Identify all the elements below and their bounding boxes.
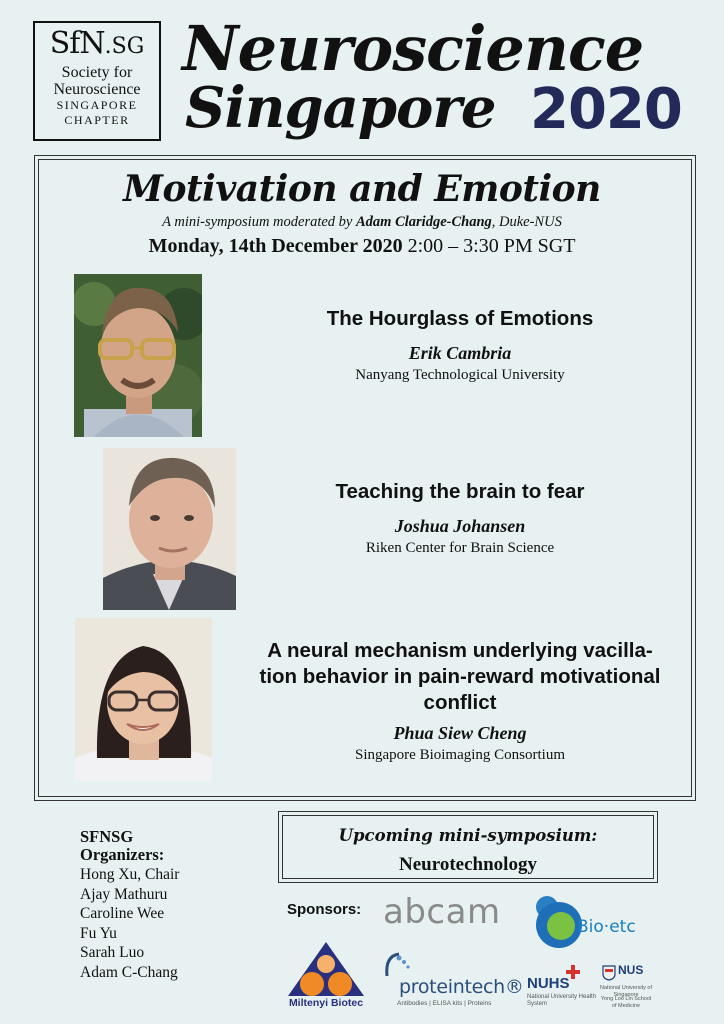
organizer-name: Sarah Luo xyxy=(80,944,145,961)
organizer-name: Ajay Mathuru xyxy=(80,885,168,903)
nus-school-subtitle: Yong Loo Lin School of Medicine xyxy=(600,996,652,1009)
event-subtitle: A mini-symposium moderated by Adam Claridge-Chang, Duke-NUS xyxy=(162,214,562,230)
organizer-name: Caroline Wee xyxy=(80,905,165,922)
sponsors-label: Sponsors: xyxy=(287,901,362,918)
speaker-photo-phua-siew-cheng xyxy=(75,618,212,781)
nus-subtitle: National University of Singapore xyxy=(600,985,652,998)
upcoming-topic: Neurotechnology xyxy=(399,854,537,875)
talk-3 xyxy=(232,638,688,764)
organizers xyxy=(80,828,230,982)
abcam-logo: abcam xyxy=(383,892,501,932)
proteintech-logo-text: proteintech® xyxy=(399,976,524,998)
miltenyi-logo-text: Miltenyi Biotec xyxy=(288,997,364,1009)
event-time: 2:00 – 3:30 PM SGT xyxy=(402,235,576,257)
talk-1-affiliation: Nanyang Technological University xyxy=(355,367,565,383)
organizer-name: Adam C-Chang xyxy=(80,963,178,981)
talk-1 xyxy=(240,306,680,384)
header-year: 2020 xyxy=(530,77,682,142)
speaker-photo-erik-cambria xyxy=(74,274,202,437)
proteintech-tagline: Antibodies | ELISA kits | Proteins xyxy=(397,1000,492,1007)
logo-line-3: SINGAPORE xyxy=(56,98,138,112)
header-title-line2: Singapore xyxy=(185,75,496,141)
nuhs-subtitle: National University Health System xyxy=(527,994,597,1007)
nuhs-logo-text: NUHS xyxy=(527,975,570,992)
organizers-heading-2: Organizers: xyxy=(80,845,165,864)
organizer-name: Hong Xu, Chair xyxy=(80,866,180,883)
event-date-time xyxy=(0,233,724,259)
logo-main-text: SfN xyxy=(49,26,105,61)
talk-3-title-line3: conflict xyxy=(423,691,497,714)
nus-crest-icon xyxy=(602,965,616,981)
upcoming-label: Upcoming mini-symposium: xyxy=(338,826,598,845)
talk-3-title-line2: tion behavior in pain-reward motivational xyxy=(259,665,661,688)
talk-1-speaker: Erik Cambria xyxy=(408,343,512,363)
talk-2-title: Teaching the brain to fear xyxy=(335,480,585,503)
organizer-name: Fu Yu xyxy=(80,924,117,942)
talk-3-title-line1: A neural mechanism underlying vacilla- xyxy=(267,639,653,662)
logo-line-1: Society for xyxy=(61,64,133,81)
talk-1-title: The Hourglass of Emotions xyxy=(326,307,594,330)
logo-suffix: .SG xyxy=(104,34,145,59)
logo-line-2: Neuroscience xyxy=(53,81,141,98)
event-date: Monday, 14th December 2020 xyxy=(148,235,403,257)
speaker-photo-joshua-johansen xyxy=(103,448,236,610)
organizers-list xyxy=(80,865,230,982)
talk-3-affiliation: Singapore Bioimaging Consortium xyxy=(355,747,565,763)
organizers-heading-1: SFNSG xyxy=(80,827,134,846)
talk-2-speaker: Joshua Johansen xyxy=(394,516,526,536)
talk-2-affiliation: Riken Center for Brain Science xyxy=(365,540,555,556)
moderator-name: Adam Claridge-Chang xyxy=(356,214,492,230)
talk-3-speaker: Phua Siew Cheng xyxy=(393,723,527,743)
proteintech-icon xyxy=(383,952,413,978)
sfnsg-logo xyxy=(33,21,161,141)
nus-logo-text: NUS xyxy=(618,963,644,977)
logo-line-4: CHAPTER xyxy=(64,113,130,127)
header-title-line1: Neuroscience xyxy=(182,12,644,85)
bio-etc-logo-text: Bio·etc xyxy=(577,917,636,937)
talk-2 xyxy=(240,479,680,557)
event-title: Motivation and Emotion xyxy=(123,168,601,210)
